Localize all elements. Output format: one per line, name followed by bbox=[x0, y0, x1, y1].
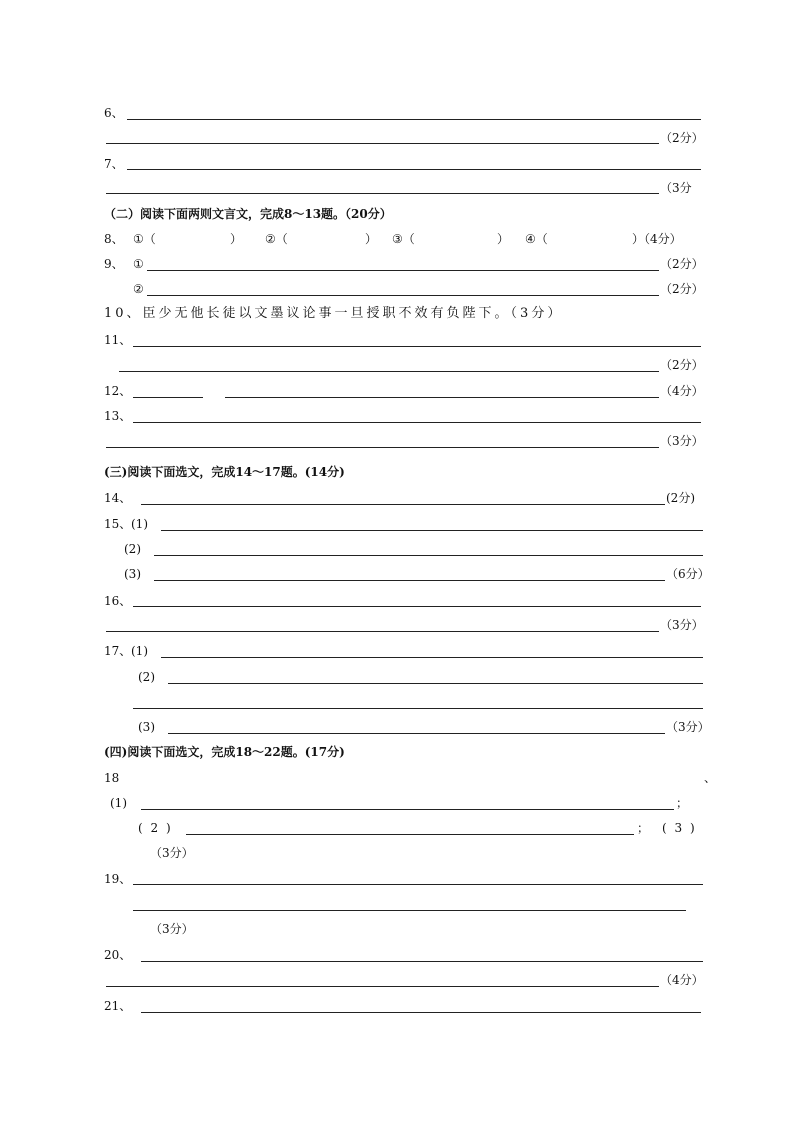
q17-part-2-label: (2) bbox=[138, 670, 155, 684]
q18-part-2-label: ( 2 ) bbox=[138, 821, 173, 835]
q17-part-2-line-1[interactable] bbox=[168, 683, 703, 684]
q11-score: （2分） bbox=[660, 358, 704, 372]
q6-number: 6、 bbox=[104, 106, 124, 120]
section-4-heading: (四)阅读下面选文，完成18～22题。(17分) bbox=[104, 745, 345, 759]
q11-answer-line-2[interactable] bbox=[119, 371, 659, 372]
q15-part-1-line[interactable] bbox=[161, 530, 703, 531]
q18-part-3-label: ( 3 ) bbox=[662, 821, 697, 835]
q9-number: 9、 bbox=[104, 257, 124, 271]
q20-number: 20、 bbox=[104, 948, 132, 962]
section-3-heading: (三)阅读下面选文，完成14～17题。(14分) bbox=[104, 465, 345, 479]
q12-answer-line-2[interactable] bbox=[225, 397, 659, 398]
q9-score-2: （2分） bbox=[660, 282, 704, 296]
q10-prompt: 10、臣少无他长徒以文墨议论事一旦授职不效有负陛下。（3分） bbox=[104, 306, 564, 321]
q9-circle-1: ① bbox=[133, 257, 144, 271]
q13-answer-line-2[interactable] bbox=[106, 447, 659, 448]
q16-answer-line-1[interactable] bbox=[133, 606, 701, 607]
q15-part-2-line[interactable] bbox=[154, 555, 703, 556]
q19-answer-line-1[interactable] bbox=[133, 884, 703, 885]
q20-score: （4分） bbox=[660, 973, 704, 987]
q11-answer-line-1[interactable] bbox=[133, 346, 701, 347]
q8-number: 8、 bbox=[104, 232, 124, 246]
q14-answer-line[interactable] bbox=[141, 504, 665, 505]
q19-score: （3分） bbox=[150, 922, 194, 936]
q17-part-3-label: (3) bbox=[138, 720, 155, 734]
q17-part-1-label: (1) bbox=[131, 644, 148, 658]
q9-score-1: （2分） bbox=[660, 257, 704, 271]
q15-score: （6分） bbox=[666, 567, 710, 581]
q7-score: （3分 bbox=[660, 181, 692, 195]
q9-answer-line-2[interactable] bbox=[147, 295, 659, 296]
q7-number: 7、 bbox=[104, 157, 124, 171]
q18-part-1-label: (1) bbox=[110, 796, 127, 810]
q13-answer-line-1[interactable] bbox=[133, 422, 701, 423]
q6-answer-line-2[interactable] bbox=[106, 143, 659, 144]
q15-part-3-line[interactable] bbox=[154, 580, 665, 581]
q17-part-3-line[interactable] bbox=[168, 733, 665, 734]
q11-number: 11、 bbox=[104, 333, 132, 347]
q13-score: （3分） bbox=[660, 434, 704, 448]
q18-separator: 、 bbox=[704, 771, 717, 785]
q8-blank-2-close: ） bbox=[365, 232, 378, 246]
q6-score: （2分） bbox=[660, 131, 704, 145]
q8-blank-3-open: ③（ bbox=[392, 232, 415, 246]
q15-number: 15、 bbox=[104, 517, 132, 531]
q20-answer-line-1[interactable] bbox=[141, 961, 703, 962]
q18-semicolon-1: ； bbox=[676, 796, 689, 810]
q12-answer-line-1[interactable] bbox=[133, 397, 203, 398]
q14-number: 14、 bbox=[104, 491, 132, 505]
q15-part-1-label: (1) bbox=[131, 517, 148, 531]
q8-blank-3-close: ） bbox=[497, 232, 510, 246]
q8-blank-2-open: ②（ bbox=[265, 232, 288, 246]
q15-part-2-label: (2) bbox=[124, 542, 141, 556]
q18-part-2-line[interactable] bbox=[186, 834, 634, 835]
q18-score: （3分） bbox=[150, 846, 194, 860]
q17-part-2-line-2[interactable] bbox=[133, 708, 703, 709]
q21-answer-line[interactable] bbox=[141, 1012, 701, 1013]
q7-answer-line-1[interactable] bbox=[127, 169, 701, 170]
q17-number: 17、 bbox=[104, 644, 132, 658]
q12-score: （4分） bbox=[660, 384, 704, 398]
q19-number: 19、 bbox=[104, 872, 132, 886]
q18-number: 18 bbox=[104, 771, 120, 785]
q21-number: 21、 bbox=[104, 999, 132, 1013]
q16-answer-line-2[interactable] bbox=[106, 631, 659, 632]
q13-number: 13、 bbox=[104, 409, 132, 423]
q15-part-3-label: (3) bbox=[124, 567, 141, 581]
q12-number: 12、 bbox=[104, 384, 132, 398]
q8-blank-1-close: ） bbox=[230, 232, 243, 246]
q8-blank-4-close-score: ）（4分） bbox=[632, 232, 682, 246]
q20-answer-line-2[interactable] bbox=[106, 986, 659, 987]
q17-part-1-line[interactable] bbox=[161, 657, 703, 658]
q18-semicolon-2: ； bbox=[637, 821, 650, 835]
q16-number: 16、 bbox=[104, 594, 132, 608]
q18-part-1-line[interactable] bbox=[141, 809, 674, 810]
section-2-heading: （二）阅读下面两则文言文，完成8～13题。（20分） bbox=[104, 207, 392, 221]
q19-answer-line-2[interactable] bbox=[133, 910, 686, 911]
q14-score: (2分) bbox=[666, 491, 695, 505]
q9-circle-2: ② bbox=[133, 282, 144, 296]
q7-answer-line-2[interactable] bbox=[106, 193, 659, 194]
q8-blank-4-open: ④（ bbox=[525, 232, 548, 246]
q6-answer-line-1[interactable] bbox=[127, 119, 701, 120]
q8-blank-1-open: ①（ bbox=[133, 232, 156, 246]
q16-score: （3分） bbox=[660, 618, 704, 632]
q17-score: （3分） bbox=[666, 720, 710, 734]
q9-answer-line-1[interactable] bbox=[147, 270, 659, 271]
